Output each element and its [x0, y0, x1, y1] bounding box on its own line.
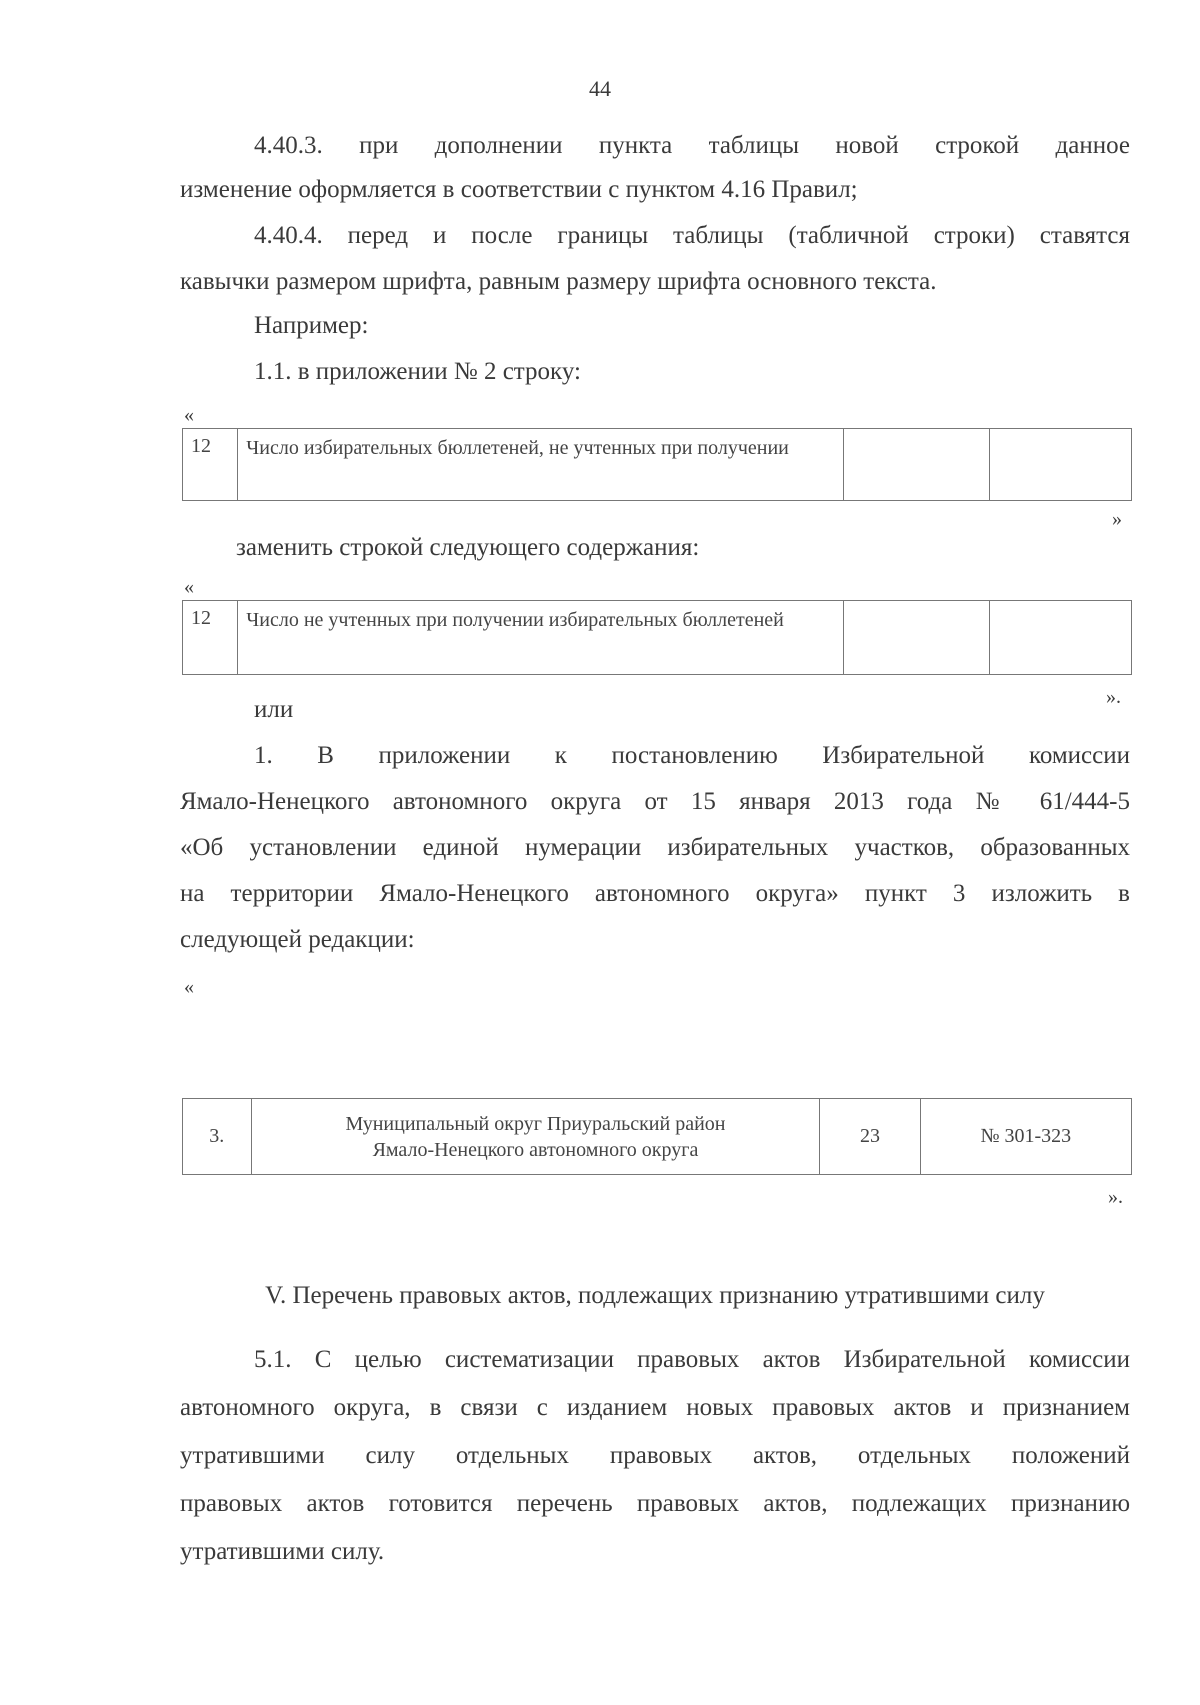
district-count: 23 [820, 1099, 920, 1175]
item-4-40-3-line1: 4.40.3. при дополнении пункта таблицы новой строкой данное [254, 132, 1130, 159]
para-1-line4: на территории Ямало-Ненецкого автономного округа» пункт 3 изложить в [180, 880, 1130, 907]
item-4-40-3-line2: изменение оформляется в соответствии с пунктом 4.16 Правил; [180, 176, 858, 203]
or-text: или [254, 696, 294, 723]
close-quote-1: » [1112, 508, 1122, 530]
district-name-line2: Ямало-Ненецкого автономного округа [372, 1138, 699, 1161]
old-row-number: 12 [183, 429, 238, 501]
para-1-line2: Ямало-Ненецкого автономного округа от 15 января 2013 года № 61/444-5 [180, 788, 1130, 815]
close-quote-2: ». [1106, 686, 1121, 708]
para-1-line3: «Об установлении единой нумерации избирательных участков, образованных [180, 834, 1130, 861]
para-5-1-line1: 5.1. С целью систематизации правовых актов Избирательной комиссии [254, 1346, 1130, 1373]
item-4-40-4-line1: 4.40.4. перед и после границы таблицы (табличной строки) ставятся [254, 222, 1130, 249]
new-row-cell-4 [990, 601, 1132, 675]
old-row-text: Число избирательных бюллетеней, не учтенных при получении [238, 429, 844, 501]
district-number: 3. [183, 1099, 252, 1175]
open-quote-2: « [184, 576, 194, 598]
page-number: 44 [589, 76, 611, 101]
section-heading: V. Перечень правовых актов, подлежащих признанию утратившими силу [265, 1282, 1045, 1309]
new-row-number: 12 [183, 601, 238, 675]
new-row-cell-3 [844, 601, 990, 675]
old-row-table [182, 428, 1132, 501]
district-range: № 301-323 [920, 1099, 1131, 1175]
item-4-40-4-line2: кавычки размером шрифта, равным размеру шрифта основного текста. [180, 268, 937, 295]
district-name-line1: Муниципальный округ Приуральский район [345, 1112, 726, 1135]
new-row-table [182, 600, 1132, 675]
close-quote-3: ». [1108, 1186, 1123, 1208]
para-1-line5: следующей редакции: [180, 926, 415, 953]
old-row-cell-3 [844, 429, 990, 501]
example-label: Например: [254, 312, 369, 339]
example-item: 1.1. в приложении № 2 строку: [254, 358, 581, 385]
para-5-1-line4: правовых актов готовится перечень правовых актов, подлежащих признанию [180, 1490, 1130, 1517]
para-5-1-line2: автономного округа, в связи с изданием новых правовых актов и признанием [180, 1394, 1130, 1421]
new-row-text: Число не учтенных при получении избирательных бюллетеней [238, 601, 844, 675]
open-quote-1: « [184, 404, 194, 426]
open-quote-3: « [184, 976, 194, 998]
para-1-line1: 1. В приложении к постановлению Избирательной комиссии [254, 742, 1130, 769]
old-row-cell-4 [990, 429, 1132, 501]
para-5-1-line5: утратившими силу. [180, 1538, 385, 1565]
para-5-1-line3: утратившими силу отдельных правовых актов, отдельных положений [180, 1442, 1130, 1469]
district-row-table [182, 1098, 1132, 1175]
replace-text: заменить строкой следующего содержания: [236, 534, 700, 561]
district-name [251, 1099, 820, 1175]
